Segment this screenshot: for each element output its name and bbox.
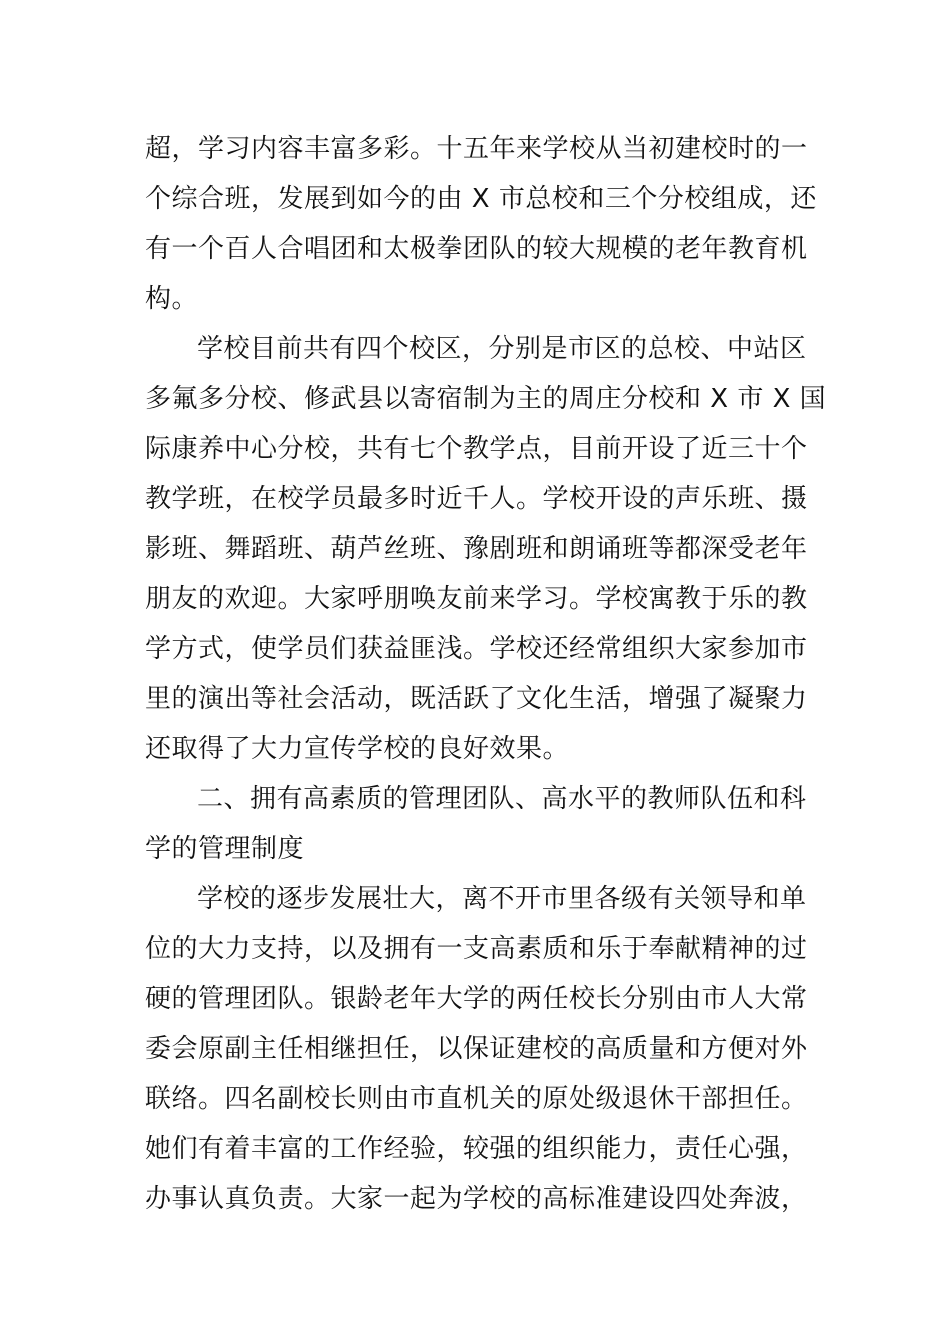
text-line: 个综合班，发展到如今的由 X 市总校和三个分校组成，还 bbox=[145, 184, 817, 214]
text-line: 影班、舞蹈班、葫芦丝班、豫剧班和朗诵班等都深受老年 bbox=[145, 534, 808, 564]
text-line: 际康养中心分校，共有七个教学点，目前开设了近三十个 bbox=[145, 434, 808, 464]
text-line: 位的大力支持，以及拥有一支高素质和乐于奉献精神的过 bbox=[145, 934, 808, 964]
section-heading-line: 学的管理制度 bbox=[145, 834, 305, 864]
text-line: 委会原副主任相继担任，以保证建校的高质量和方便对外 bbox=[145, 1034, 808, 1064]
text-line: 还取得了大力宣传学校的良好效果。 bbox=[145, 734, 570, 764]
paragraph-first-line: 学校的逐步发展壮大，离不开市里各级有关领导和单 bbox=[197, 884, 807, 914]
text-line: 学方式，使学员们获益匪浅。学校还经常组织大家参加市 bbox=[145, 634, 808, 664]
text-line: 办事认真负责。大家一起为学校的高标准建设四处奔波， bbox=[145, 1184, 808, 1214]
text-line: 朋友的欢迎。大家呼朋唤友前来学习。学校寓教于乐的教 bbox=[145, 584, 808, 614]
text-line: 她们有着丰富的工作经验，较强的组织能力，责任心强， bbox=[145, 1134, 808, 1164]
text-line: 联络。四名副校长则由市直机关的原处级退休干部担任。 bbox=[145, 1084, 808, 1114]
text-line: 教学班，在校学员最多时近千人。学校开设的声乐班、摄 bbox=[145, 484, 808, 514]
text-line: 多氟多分校、修武县以寄宿制为主的周庄分校和 X 市 X 国 bbox=[145, 384, 827, 414]
text-line: 构。 bbox=[145, 284, 199, 314]
section-heading-line: 二、拥有高素质的管理团队、高水平的教师队伍和科 bbox=[197, 784, 807, 814]
document-body bbox=[145, 124, 827, 1224]
text-line: 硬的管理团队。银龄老年大学的两任校长分别由市人大常 bbox=[145, 984, 808, 1014]
text-line: 有一个百人合唱团和太极拳团队的较大规模的老年教育机 bbox=[145, 234, 808, 264]
text-line: 超，学习内容丰富多彩。十五年来学校从当初建校时的一 bbox=[145, 134, 808, 164]
paragraph-first-line: 学校目前共有四个校区，分别是市区的总校、中站区 bbox=[197, 334, 807, 364]
text-line: 里的演出等社会活动，既活跃了文化生活，增强了凝聚力 bbox=[145, 684, 808, 714]
